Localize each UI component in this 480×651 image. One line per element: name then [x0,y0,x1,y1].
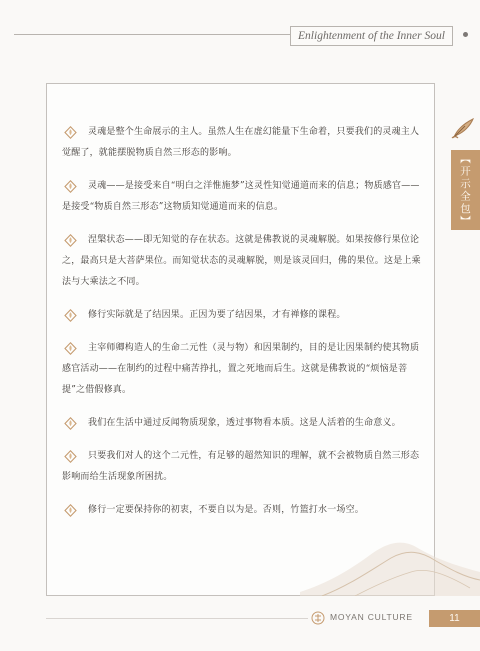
paragraph [62,413,422,434]
page-number-box [429,610,480,627]
paragraph-text: 主宰师卿构造人的生命二元性（灵与物）和因果制约，目的是让因果制约使其物质感官活动——在制约的过程中痛苦挣扎，置之死地而后生。这就是佛教说的“烦恼是菩提”之借假修真。 [62,343,420,395]
lotus-diamond-icon [64,180,77,193]
moyan-seal-icon [311,611,325,625]
mountain-art [300,520,480,596]
paragraph-text: 灵魂是整个生命展示的主人。虽然人生在虚幻能量下生命着，只要我们的灵魂主人觉醒了，就能摆脱物质自然三形态的影响。 [62,127,420,158]
paragraph-text: 只要我们对人的这个二元性，有足够的超然知识的理解，就不会被物质自然三形态影响而给生活现象所困扰。 [62,451,420,482]
side-tab[interactable] [451,150,480,230]
paragraph [62,122,422,164]
paragraph [62,500,422,521]
lotus-diamond-icon [64,417,77,430]
paragraph [62,338,422,401]
footer-brand: MOYAN CULTURE [330,612,413,622]
page-number: 11 [449,613,460,624]
side-tab-label: 【开示全包】 [459,152,471,228]
paragraph-text: 灵魂——是接受来自“明白之洋惟施梦”这灵性知觉通道而来的信息；物质感官——是接受“物质自然三形态”这物质知觉通道而来的信息。 [62,181,420,212]
lotus-diamond-icon [64,309,77,322]
paragraph-text: 修行实际就是了结因果。正因为要了结因果，才有禅修的课程。 [88,310,346,320]
paragraph [62,230,422,293]
header-rule [14,34,300,35]
lotus-diamond-icon [64,504,77,517]
lotus-diamond-icon [64,126,77,139]
paragraph [62,446,422,488]
header-title: Enlightenment of the Inner Soul [298,30,445,42]
paragraph-text: 修行一定要保持你的初衷，不要自以为是。否则，竹篮打水一场空。 [88,505,365,515]
paragraph-list [62,122,422,533]
footer-rule [46,618,308,619]
paragraph-text: 我们在生活中通过反闻物质现象，透过事物看本质。这是人活着的生命意义。 [88,418,401,428]
paragraph [62,305,422,326]
lotus-diamond-icon [64,234,77,247]
paragraph-text: 涅槃状态——即无知觉的存在状态。这就是佛教说的灵魂解脱。如果按修行果位论之，最高只是大菩萨果位。而知觉状态的灵魂解脱，则是该灵回归，佛的果位。这是上乘法与大乘法之不同。 [62,235,421,287]
paragraph [62,176,422,218]
header-title-box [290,26,453,46]
lotus-diamond-icon [64,450,77,463]
header-dot [463,32,468,37]
quill-pen-icon [450,116,476,140]
lotus-diamond-icon [64,342,77,355]
